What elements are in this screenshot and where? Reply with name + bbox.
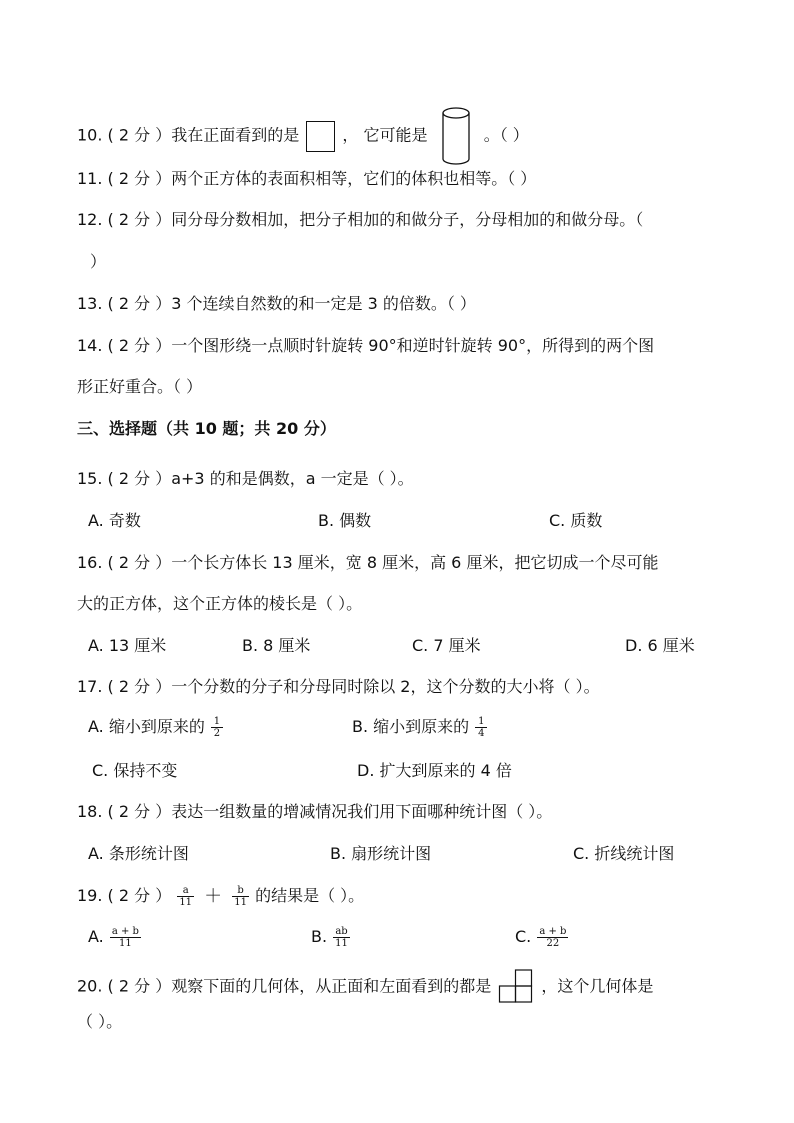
fraction-numerator: 1 <box>213 716 221 727</box>
question-14-line1: 14. ( 2 分 ）一个图形绕一点顺时针旋转 90°和逆时针旋转 90°，所得到的两个图 <box>77 336 655 355</box>
fraction-denominator: 11 <box>234 897 247 908</box>
question-17: 17. ( 2 分 ）一个分数的分子和分母同时除以 2，这个分数的大小将（ ）。 <box>77 677 600 696</box>
question-15: 15. ( 2 分 ）a+3 的和是偶数，a 一定是（ ）。 <box>77 469 414 488</box>
q17-option-d: D. 扩大到原来的 4 倍 <box>357 761 512 780</box>
q17-option-a-label: A. 缩小到原来的 <box>88 717 205 736</box>
section-3-heading: 三、选择题（共 10 题；共 20 分） <box>77 419 336 438</box>
q19-option-b <box>311 926 351 949</box>
q16-option-d: D. 6 厘米 <box>625 636 695 655</box>
q19-option-c <box>515 926 569 949</box>
fraction-a-over-11 <box>178 885 193 908</box>
fraction-numerator: b <box>237 885 244 896</box>
fraction-numerator: ab <box>335 926 348 937</box>
q18-option-c: C. 折线统计图 <box>573 844 675 863</box>
fraction-a-plus-b-over-11 <box>111 926 140 949</box>
question-20-line2: （ ）。 <box>77 1012 123 1031</box>
q17-option-a <box>88 716 224 739</box>
question-18: 18. ( 2 分 ）表达一组数量的增减情况我们用下面哪种统计图（ ）。 <box>77 802 553 821</box>
q20-suffix: ，这个几何体是 <box>541 976 654 996</box>
fraction-denominator: 11 <box>179 897 193 908</box>
fraction-numerator: 1 <box>478 716 485 727</box>
fraction-denominator: 11 <box>119 938 132 949</box>
question-12-line2: ） <box>90 252 107 271</box>
question-12-line1: 12. ( 2 分 ）同分母分数相加，把分子相加的和做分子，分母相加的和做分母。（ <box>77 210 644 229</box>
question-19 <box>77 885 364 908</box>
square-figure <box>306 121 335 152</box>
q18-option-a: A. 条形统计图 <box>88 844 189 863</box>
fraction-numerator: a + b <box>111 926 139 937</box>
q15-option-c: C. 质数 <box>549 511 603 530</box>
q16-option-c: C. 7 厘米 <box>412 636 481 655</box>
q19-option-a <box>88 926 142 949</box>
fraction-denominator: 2 <box>213 728 221 739</box>
q10-mid: ， 它可能是 <box>342 125 428 145</box>
fraction-b-over-11 <box>233 885 248 908</box>
question-14-line2: 形正好重合。（ ） <box>77 377 203 396</box>
q19-prefix: 19. ( 2 分 ） <box>77 886 172 905</box>
question-10 <box>77 105 529 167</box>
q17-option-b-label: B. 缩小到原来的 <box>352 717 470 736</box>
q19-option-a-label: A. <box>88 927 104 946</box>
fraction-ab-over-11 <box>334 926 349 949</box>
question-16-line1: 16. ( 2 分 ）一个长方体长 13 厘米，宽 8 厘米，高 6 厘米，把它切成一个尽可能 <box>77 553 659 572</box>
question-20-line1 <box>77 969 653 1005</box>
three-square-view-figure <box>498 969 534 1005</box>
cylinder-figure <box>441 105 471 167</box>
q19-option-c-label: C. <box>515 927 532 946</box>
fraction-numerator: a <box>182 885 189 896</box>
q19-suffix: 的结果是（ ）。 <box>255 886 365 905</box>
plus-sign: ＋ <box>204 885 223 907</box>
fraction-denominator: 11 <box>335 938 348 949</box>
q15-option-b: B. 偶数 <box>318 511 372 530</box>
fraction-denominator: 4 <box>478 728 485 739</box>
fraction-a-plus-b-over-22 <box>538 926 567 949</box>
question-13: 13. ( 2 分 ）3 个连续自然数的和一定是 3 的倍数。（ ） <box>77 294 476 313</box>
fraction-one-quarter <box>476 716 486 739</box>
q17-option-c: C. 保持不变 <box>92 761 178 780</box>
q18-option-b: B. 扇形统计图 <box>330 844 432 863</box>
q20-prefix: 20. ( 2 分 ）观察下面的几何体，从正面和左面看到的都是 <box>77 976 492 996</box>
q16-option-a: A. 13 厘米 <box>88 636 167 655</box>
fraction-numerator: a + b <box>539 926 567 937</box>
q10-prefix: 10. ( 2 分 ）我在正面看到的是 <box>77 125 300 145</box>
q16-option-b: B. 8 厘米 <box>242 636 311 655</box>
q19-option-b-label: B. <box>311 927 328 946</box>
q15-option-a: A. 奇数 <box>88 511 141 530</box>
q17-option-b <box>352 716 488 739</box>
fraction-denominator: 22 <box>546 938 560 949</box>
fraction-one-half <box>212 716 222 739</box>
question-16-line2: 大的正方体，这个正方体的棱长是（ ）。 <box>77 594 363 613</box>
q10-suffix: 。（ ） <box>483 125 529 145</box>
question-11: 11. ( 2 分 ）两个正方体的表面积相等，它们的体积也相等。（ ） <box>77 169 537 188</box>
